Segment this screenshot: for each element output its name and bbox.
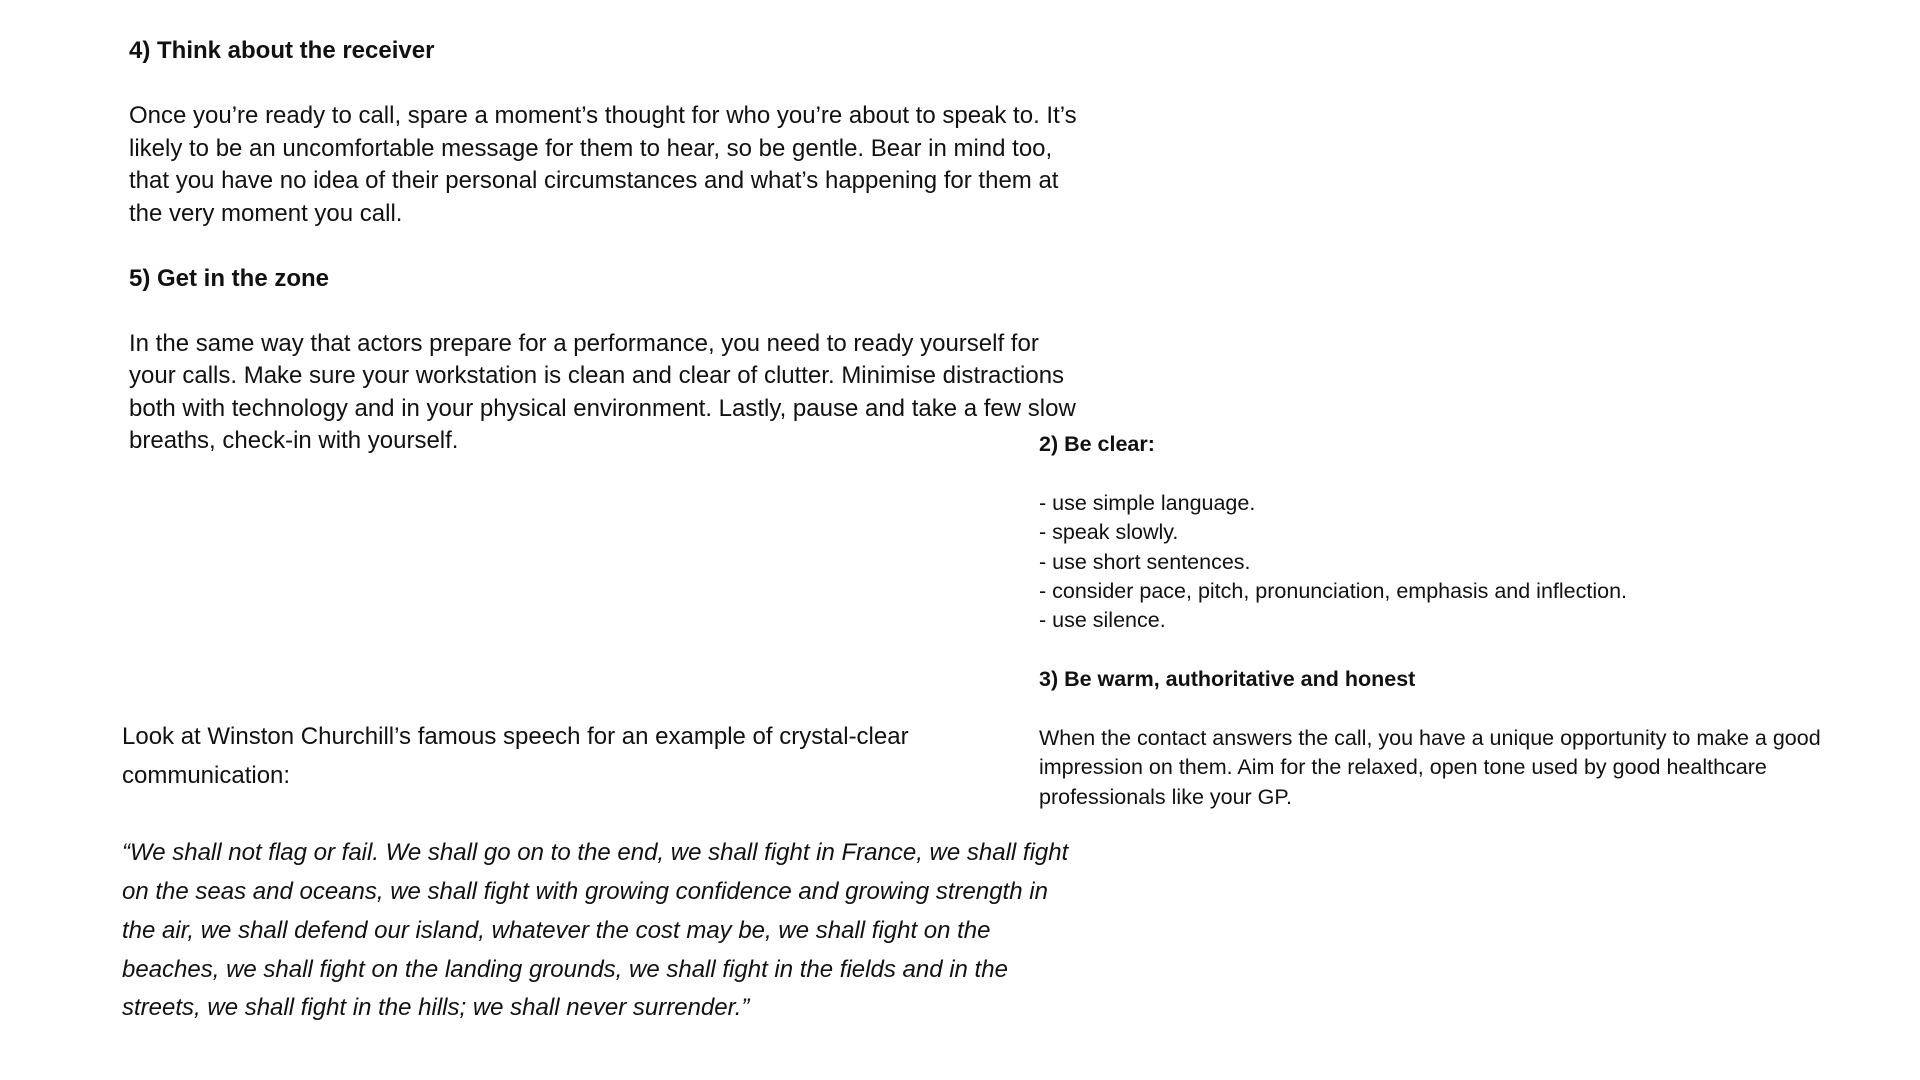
list-item: - use simple language. bbox=[1039, 490, 1256, 515]
be-clear-list bbox=[1039, 489, 1869, 636]
section-5-heading: 5) Get in the zone bbox=[129, 264, 330, 292]
section-4-heading: 4) Think about the receiver bbox=[129, 37, 435, 64]
right-column bbox=[1039, 430, 1869, 812]
section-2-heading: 2) Be clear: bbox=[1039, 432, 1155, 456]
list-item: - use silence. bbox=[1039, 608, 1166, 633]
list-item: - consider pace, pitch, pronunciation, emphasis and inflection. bbox=[1039, 579, 1628, 604]
churchill-quote: “We shall not flag or fail. We shall go on to the end, we shall fight in France, we shall fight on the seas and oceans, we shall fight with growing confidence and growing strength in the air, we shall defend our island, whatever the cost may be, we shall fight on the beaches, we shall fight on the landing grounds, we shall fight in the fields and in the streets, we shall fight in the hills; we shall never surrender.” bbox=[122, 838, 1069, 1022]
churchill-intro: Look at Winston Churchill’s famous speech for an example of crystal-clear communication: bbox=[122, 723, 909, 789]
section-5-body: In the same way that actors prepare for a performance, you need to ready yourself for your calls. Make sure your workstation is clean and clear of clutter. Minimise distractions both with technology and in your physical environment. Lastly, pause and take a few slow breaths, check-in with yourself. bbox=[129, 329, 1076, 454]
section-4-body: Once you’re ready to call, spare a moment’s thought for who you’re about to speak to. It’s likely to be an uncomfortable message for them to hear, so be gentle. Bear in mind too, that you have no idea of their personal circumstances and what’s happening for them at the very moment you call. bbox=[129, 102, 1077, 227]
churchill-example bbox=[122, 718, 1082, 1028]
list-item: - use short sentences. bbox=[1039, 549, 1251, 574]
left-column-top bbox=[129, 35, 1089, 458]
list-item: - speak slowly. bbox=[1039, 520, 1179, 545]
section-3-body: When the contact answers the call, you have a unique opportunity to make a good impression on them. Aim for the relaxed, open tone used by good healthcare professionals like your GP. bbox=[1039, 726, 1821, 809]
section-3-heading: 3) Be warm, authoritative and honest bbox=[1039, 667, 1416, 692]
